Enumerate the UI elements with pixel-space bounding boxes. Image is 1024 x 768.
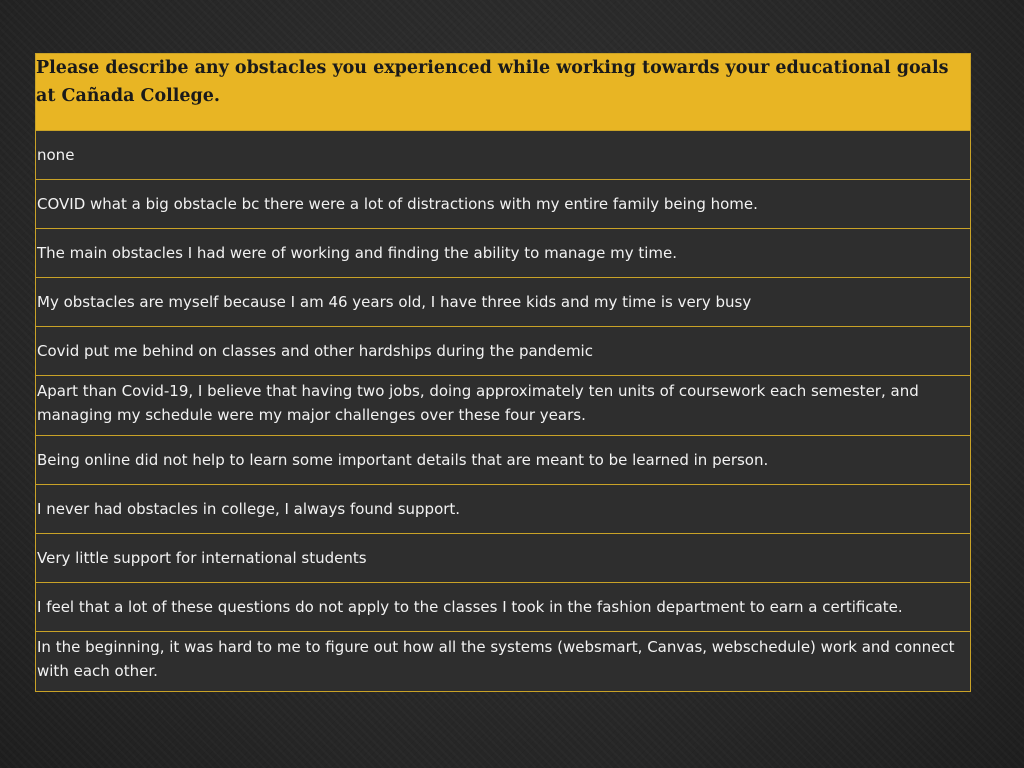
response-cell: [36, 278, 971, 327]
response-cell: [36, 131, 971, 180]
table-row: [36, 180, 971, 229]
responses-table: [35, 53, 971, 692]
table-row: [36, 485, 971, 534]
table-row: [36, 278, 971, 327]
response-cell: [36, 534, 971, 583]
response-text: The main obstacles I had were of working and finding the ability to manage my time.: [37, 244, 678, 262]
question-heading: Please describe any obstacles you experienced while working towards your educational goals at Cañada College.: [36, 58, 949, 106]
response-cell: [36, 229, 971, 278]
response-text: Being online did not help to learn some important details that are meant to be learned in person.: [37, 451, 769, 469]
response-cell: [36, 583, 971, 632]
table-row: [36, 534, 971, 583]
table-row: [36, 327, 971, 376]
table-row: [36, 131, 971, 180]
response-cell: [36, 632, 971, 692]
table-row: [36, 376, 971, 436]
response-cell: [36, 436, 971, 485]
response-text: Apart than Covid-19, I believe that having two jobs, doing approximately ten units of coursework each semester, and managing my schedule were my major challenges over these four years.: [37, 382, 919, 424]
response-text: I never had obstacles in college, I always found support.: [37, 500, 461, 518]
response-text: Very little support for international students: [37, 549, 367, 567]
response-text: In the beginning, it was hard to me to figure out how all the systems (websmart, Canvas, webschedule) work and connect with each other.: [37, 638, 955, 680]
response-cell: [36, 327, 971, 376]
response-text: I feel that a lot of these questions do not apply to the classes I took in the fashion department to earn a certificate.: [37, 598, 903, 616]
table-row: [36, 229, 971, 278]
table-row: [36, 632, 971, 692]
response-cell: [36, 376, 971, 436]
table-header-cell: [36, 54, 971, 131]
table-header-row: [36, 54, 971, 131]
response-text: Covid put me behind on classes and other hardships during the pandemic: [37, 342, 593, 360]
slide-content: [35, 53, 971, 692]
response-text: none: [37, 146, 75, 164]
table-row: [36, 583, 971, 632]
response-text: COVID what a big obstacle bc there were a lot of distractions with my entire family being home.: [37, 195, 758, 213]
table-row: [36, 436, 971, 485]
response-text: My obstacles are myself because I am 46 years old, I have three kids and my time is very busy: [37, 293, 752, 311]
response-cell: [36, 180, 971, 229]
response-cell: [36, 485, 971, 534]
